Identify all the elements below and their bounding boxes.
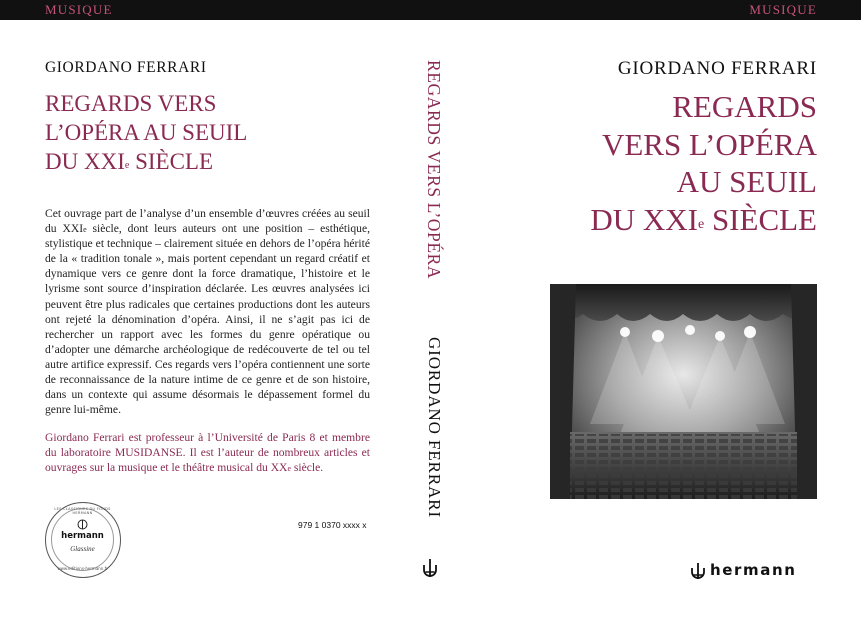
- back-title-line-2: L’OPÉRA AU SEUIL: [45, 120, 248, 145]
- seal-url: www.editions-hermann.fr: [57, 566, 108, 571]
- back-title: [45, 89, 365, 176]
- front-title-line-3: AU SEUIL: [676, 164, 817, 199]
- spine-title: REGARDS VERS L’OPÉRA: [424, 60, 444, 280]
- front-title-line-4: DU XXIe SIÈCLE: [590, 201, 817, 237]
- isbn: 979 1 0370 xxxx x: [298, 520, 367, 530]
- top-bar: [0, 0, 861, 20]
- publisher-logo: [688, 562, 817, 580]
- hermann-emblem-icon: [688, 562, 708, 580]
- seal-ring-text: LES CLASSIQUES DU FONDS HERMANN: [54, 507, 111, 515]
- spine-author: GIORDANO FERRARI: [425, 337, 444, 519]
- back-title-line-1: REGARDS VERS: [45, 91, 217, 116]
- publisher-wordmark: hermann: [710, 561, 797, 579]
- seal-sub: Glassine: [70, 545, 95, 553]
- theatre-stage-photo: [550, 284, 817, 499]
- front-title: [497, 88, 817, 238]
- back-blurb: Cet ouvrage part de l’analyse d’un ensemble d’œuvres créées au seuil du XXIe siècle, dont leurs auteurs ont une position – esthétique, stylistique et technique – clairement située en dehors de l’opéra hérité de la « tradition tonale », mais portent cependant un regard créatif et dynamique vers ce genre dont la force dramatique, l’histoire et le lyrisme sont source d’inspiration déclarée. Les œuvres analysées ici peuvent être plus radicales que certaines productions dont les auteurs ont rejeté la dénomination d’opéra. Ainsi, il ne s’agit pas ici de rechercher un rapport avec les formes du genre opératique ou d’adopter une démarche archéologique de redécouverte de tel ou tel autre artifice expressif. Ces regards vers l’opéra contiennent une sorte de reconnaissance de la nature intime de ce genre et de son histoire, dans un contexte qui assume désormais le dépassement formel du genre lui-même.: [45, 207, 370, 417]
- front-title-line-1: REGARDS: [672, 89, 817, 124]
- back-author: GIORDANO FERRARI: [45, 59, 207, 76]
- author-bio: Giordano Ferrari est professeur à l’Université de Paris 8 et membre du laboratoire MUSIDANSE. Il est l’auteur de nombreux articles et ouvrages sur la musique et le théâtre musical du XXe siècle.: [45, 431, 370, 475]
- hermann-emblem-icon: [421, 558, 439, 578]
- series-label-front: MUSIQUE: [749, 2, 817, 17]
- front-title-line-2: VERS L’OPÉRA: [601, 126, 817, 162]
- series-label-back: MUSIQUE: [45, 2, 113, 17]
- seal-brand: hermann: [61, 531, 104, 541]
- hermann-seal-icon: [45, 502, 121, 578]
- front-author: GIORDANO FERRARI: [617, 58, 817, 79]
- back-title-line-3: DU XXIe SIÈCLE: [45, 149, 214, 174]
